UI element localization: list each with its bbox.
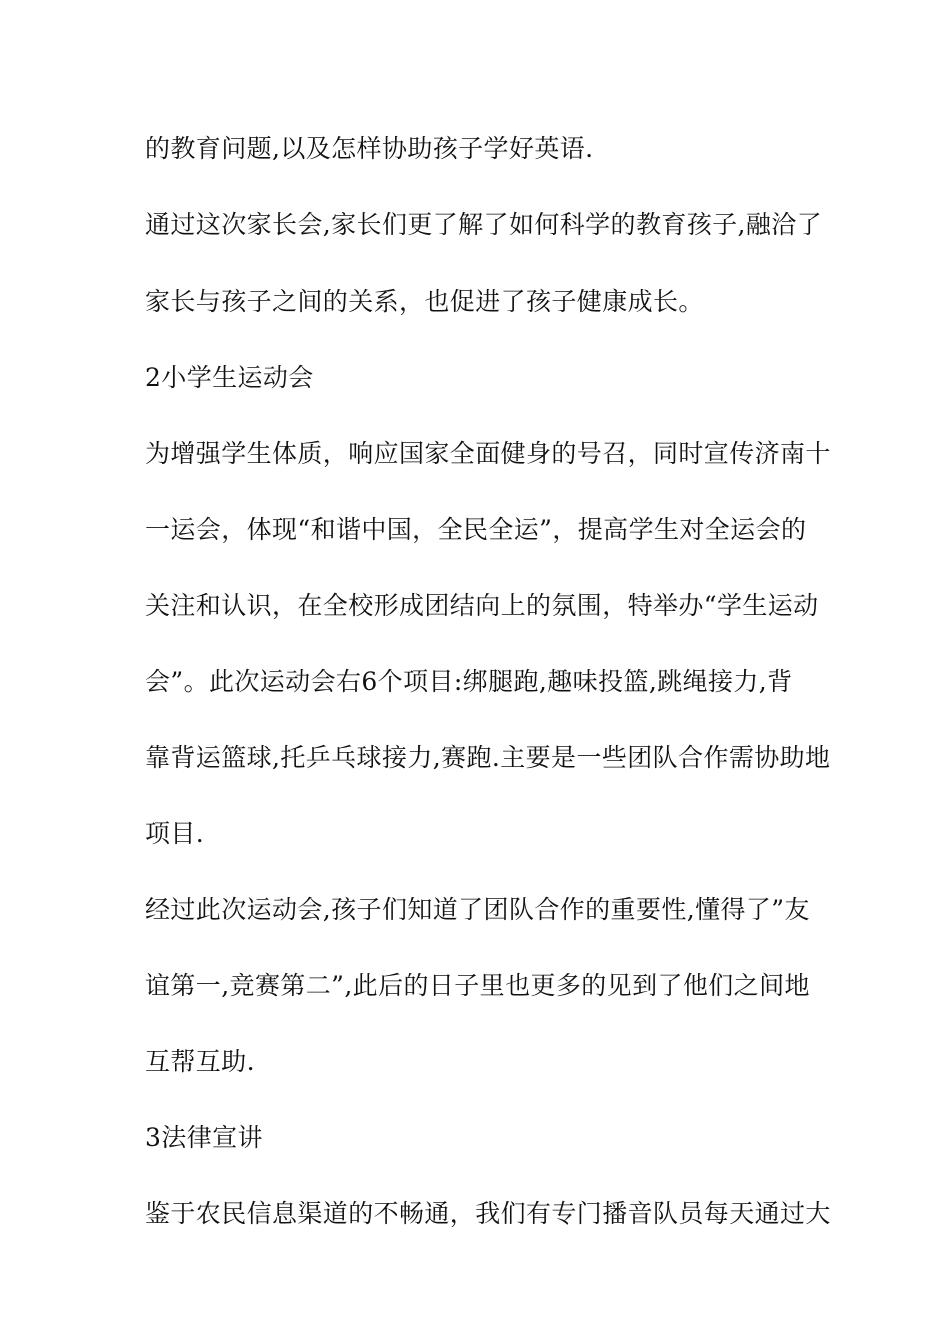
text-line-12: 谊第一,竞赛第二”,此后的日子里也更多的见到了他们之间地 — [145, 971, 810, 1000]
text-line-5: 为增强学生体质，响应国家全面健身的号召，同时宣传济南十 — [145, 439, 831, 468]
text-line-6: 一运会，体现“和谐中国，全民全运”，提高学生对全运会的 — [145, 515, 807, 544]
text-line-11: 经过此次运动会,孩子们知道了团队合作的重要性,懂得了”友 — [145, 895, 810, 924]
section-heading-2: 2小学生运动会 — [145, 363, 314, 392]
section-heading-3: 3法律宣讲 — [145, 1123, 263, 1152]
text-line-2: 通过这次家长会,家长们更了解了如何科学的教育孩子,融洽了 — [145, 210, 823, 239]
text-line-7: 关注和认识，在全校形成团结向上的氛围，特举办“学生运动 — [145, 591, 819, 620]
text-line-10: 项目. — [145, 819, 205, 848]
text-line-15: 鉴于农民信息渠道的不畅通，我们有专门播音队员每天通过大 — [145, 1199, 831, 1228]
text-line-8: 会”。此次运动会右6个项目:绑腿跑,趣味投篮,跳绳接力,背 — [145, 667, 793, 696]
text-line-1: 的教育问题,以及怎样协助孩子学好英语. — [145, 134, 594, 163]
text-line-3: 家长与孩子之间的关系，也促进了孩子健康成长。 — [145, 287, 704, 316]
text-line-13: 互帮互助. — [145, 1047, 255, 1076]
text-line-9: 靠背运篮球,托乒乓球接力,赛跑.主要是一些团队合作需协助地 — [145, 743, 831, 772]
